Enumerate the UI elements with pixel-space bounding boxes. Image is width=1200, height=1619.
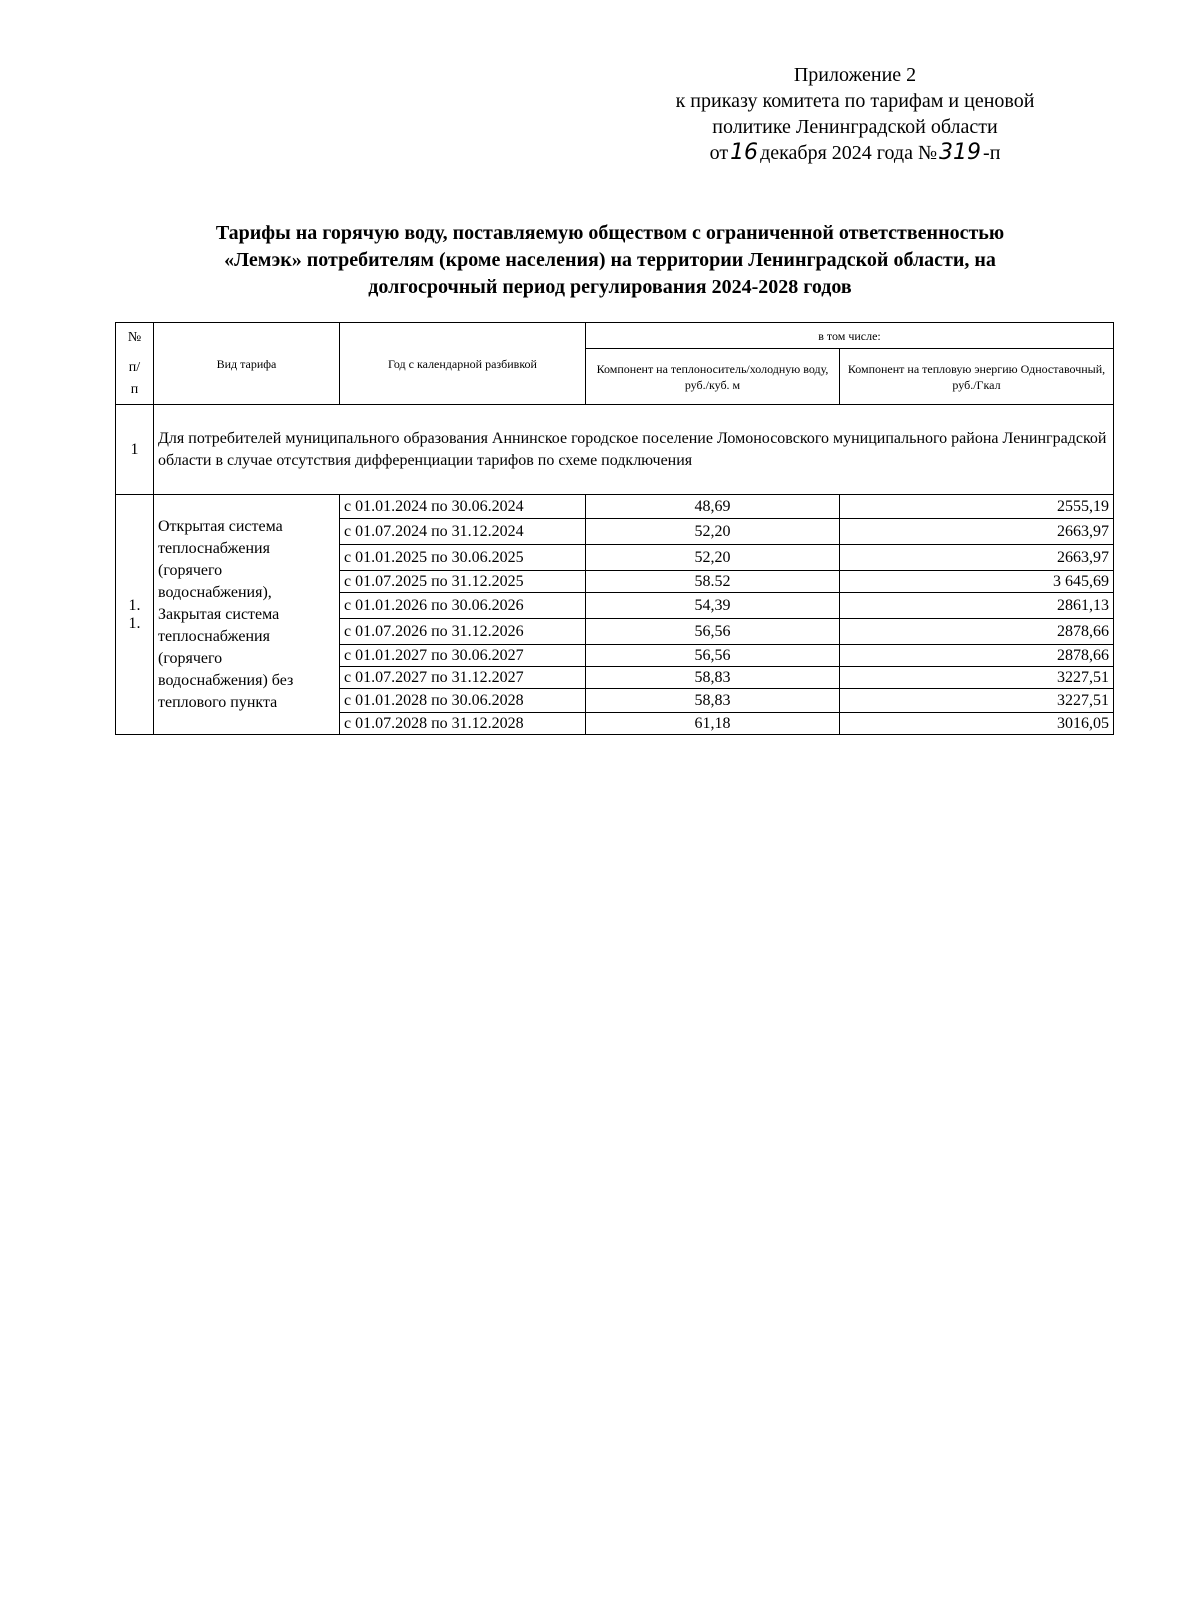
table-row bbox=[116, 495, 1114, 519]
water-component-cell: 58,83 bbox=[586, 667, 840, 689]
date-rest: декабря 2024 года № bbox=[760, 142, 938, 164]
header-number-line: п/ bbox=[128, 359, 141, 375]
header-number-line: № bbox=[127, 329, 142, 345]
period-cell: с 01.07.2027 по 31.12.2027 bbox=[340, 667, 586, 689]
period-cell: с 01.07.2028 по 31.12.2028 bbox=[340, 713, 586, 735]
water-component-cell: 56,56 bbox=[586, 645, 840, 667]
period-cell: с 01.01.2025 по 30.06.2025 bbox=[340, 545, 586, 571]
heat-component-cell: 2663,97 bbox=[840, 545, 1114, 571]
header-number bbox=[116, 323, 154, 405]
period-cell: с 01.01.2027 по 30.06.2027 bbox=[340, 645, 586, 667]
water-component-cell: 61,18 bbox=[586, 713, 840, 735]
date-prefix: от bbox=[709, 142, 729, 164]
handwritten-order-number: 319 bbox=[939, 140, 982, 165]
title-line: «Лемэк» потребителям (кроме населения) на территории Ленинградской области, на bbox=[224, 249, 996, 271]
handwritten-day: 16 bbox=[730, 140, 759, 165]
header-number-line: п bbox=[130, 381, 139, 397]
appendix-order-ref-cont: политике Ленинградской области bbox=[712, 116, 998, 138]
period-cell: с 01.01.2028 по 30.06.2028 bbox=[340, 689, 586, 713]
document-title bbox=[115, 220, 1105, 301]
tariff-kind: Открытая система теплоснабжения (горячего водоснабжения), Закрытая система теплоснабжения (горячего водоснабжения) без теплового пункта bbox=[154, 495, 340, 735]
period-cell: с 01.07.2025 по 31.12.2025 bbox=[340, 571, 586, 593]
appendix-order-ref: к приказу комитета по тарифам и ценовой bbox=[675, 90, 1035, 112]
order-suffix: -п bbox=[983, 142, 1001, 164]
water-component-cell: 54,39 bbox=[586, 593, 840, 619]
heat-component-cell: 2663,97 bbox=[840, 519, 1114, 545]
period-cell: с 01.01.2024 по 30.06.2024 bbox=[340, 495, 586, 519]
appendix-header bbox=[620, 62, 1090, 166]
heat-component-cell: 3016,05 bbox=[840, 713, 1114, 735]
period-cell: с 01.01.2026 по 30.06.2026 bbox=[340, 593, 586, 619]
heat-component-cell: 2555,19 bbox=[840, 495, 1114, 519]
water-component-cell: 56,56 bbox=[586, 619, 840, 645]
tariff-table bbox=[115, 322, 1114, 735]
appendix-title: Приложение 2 bbox=[793, 64, 917, 86]
tariff-rows bbox=[116, 495, 1114, 735]
water-component-cell: 58,83 bbox=[586, 689, 840, 713]
appendix-order-date bbox=[620, 140, 1090, 166]
header-year: Год с календарной разбивкой bbox=[340, 323, 586, 405]
subsection-number-line: 1. bbox=[128, 596, 141, 614]
header-tariff-kind: Вид тарифа bbox=[154, 323, 340, 405]
subsection-number-line: 1. bbox=[128, 614, 141, 632]
section-description: Для потребителей муниципального образования Аннинское городское поселение Ломоносовского муниципального района Ленинградской области в случае отсутствия дифференциации тарифов по схеме подключения bbox=[154, 405, 1114, 495]
header-including: в том числе: bbox=[586, 323, 1114, 349]
title-line: долгосрочный период регулирования 2024-2028 годов bbox=[368, 276, 852, 298]
section-number: 1 bbox=[116, 405, 154, 495]
heat-component-cell: 3227,51 bbox=[840, 667, 1114, 689]
heat-component-cell: 3227,51 bbox=[840, 689, 1114, 713]
water-component-cell: 52,20 bbox=[586, 545, 840, 571]
heat-component-cell: 2878,66 bbox=[840, 645, 1114, 667]
water-component-cell: 58.52 bbox=[586, 571, 840, 593]
heat-component-cell: 3 645,69 bbox=[840, 571, 1114, 593]
water-component-cell: 52,20 bbox=[586, 519, 840, 545]
subsection-number bbox=[116, 495, 154, 735]
period-cell: с 01.07.2026 по 31.12.2026 bbox=[340, 619, 586, 645]
heat-component-cell: 2878,66 bbox=[840, 619, 1114, 645]
title-line: Тарифы на горячую воду, поставляемую обществом с ограниченной ответственностью bbox=[215, 222, 1005, 244]
heat-component-cell: 2861,13 bbox=[840, 593, 1114, 619]
header-component-water: Компонент на теплоноситель/холодную воду, руб./куб. м bbox=[586, 349, 840, 405]
period-cell: с 01.07.2024 по 31.12.2024 bbox=[340, 519, 586, 545]
header-component-heat: Компонент на тепловую энергию Одноставочный, руб./Гкал bbox=[840, 349, 1114, 405]
water-component-cell: 48,69 bbox=[586, 495, 840, 519]
